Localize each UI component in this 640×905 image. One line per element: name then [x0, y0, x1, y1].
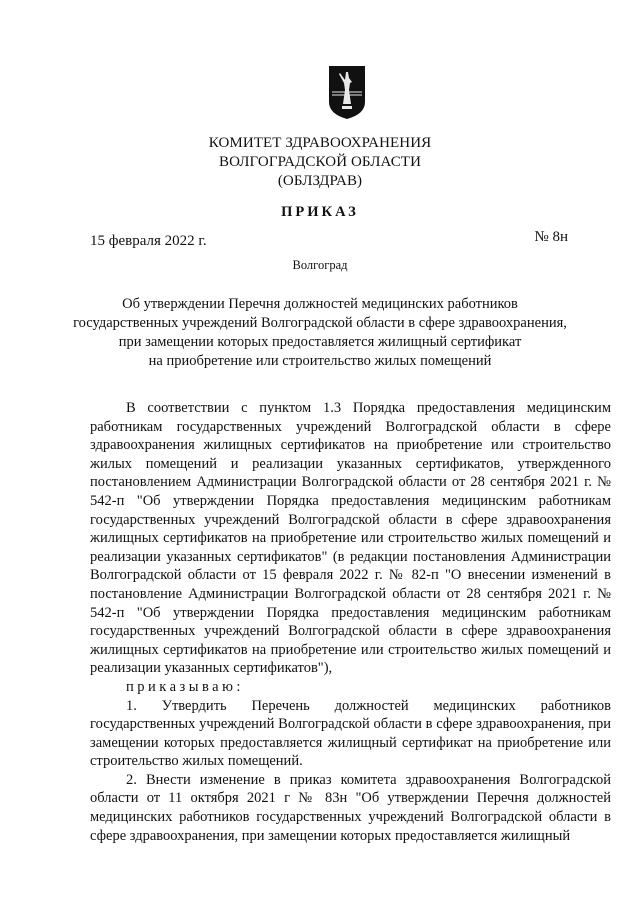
- organization-name: [0, 134, 640, 191]
- subject-line-2: государственных учреждений Волгоградской области в сфере здравоохранения,: [73, 315, 567, 331]
- document-date: 15 февраля 2022 г.: [90, 233, 207, 249]
- item-1-paragraph: 1. Утвердить Перечень должностей медицинских работников государственных учреждений Волгоградской области в сфере здравоохранения, при замещении которых предоставляется жилищный сертификат на приобретение или строительство жилых помещений.: [90, 697, 611, 770]
- org-line-3: (ОБЛЗДРАВ): [277, 173, 363, 189]
- preamble-paragraph: В соответствии с пунктом 1.3 Порядка предоставления медицинским работникам государственных учреждений Волгоградской области в сфере здравоохранения жилищных сертификатов на приобретение или строительство жилых помещений и реализации указанных сертификатов, утвержденного постановлением Администрации Волгоградской области от 28 сентября 2021 г. № 542-п "Об утверждении Порядка предоставления медицинским работникам государственных учреждений Волгоградской области в сфере здравоохранения жилищных сертификатов на приобретение или строительство жилых помещений и реализации указанных сертификатов" (в редакции постановления Администрации Волгоградской области от 15 февраля 2022 г. № 82-п "О внесении изменений в постановление Администрации Волгоградской области от 28 сентября 2021 г. № 542-п "Об утверждении Порядка предоставления медицинским работникам государственных учреждений Волгоградской области в сфере здравоохранения жилищных сертификатов на приобретение или строительство жилых помещений и реализации указанных сертификатов"),: [90, 400, 611, 677]
- org-line-1: КОМИТЕТ ЗДРАВООХРАНЕНИЯ: [208, 135, 432, 151]
- document-body: [90, 399, 611, 845]
- volgograd-coat-of-arms-icon: [327, 64, 367, 120]
- subject-line-3: при замещении которых предоставляется жилищный сертификат: [118, 334, 522, 350]
- document-type-title: ПРИКАЗ: [281, 204, 359, 220]
- item-2-paragraph: 2. Внести изменение в приказ комитета здравоохранения Волгоградской области от 11 октября 2021 г № 83н "Об утверждении Перечня должностей медицинских работников государственных учреждений Волгоградской области в сфере здравоохранения, при замещении которых предоставляется жилищный: [90, 771, 611, 844]
- document-number: № 8н: [534, 229, 568, 245]
- document-city: Волгоград: [292, 258, 348, 272]
- org-line-2: ВОЛГОГРАДСКОЙ ОБЛАСТИ: [218, 154, 422, 170]
- order-word: приказываю:: [126, 678, 244, 695]
- document-subject: [0, 295, 640, 371]
- subject-line-4: на приобретение или строительство жилых помещений: [148, 353, 492, 369]
- subject-line-1: Об утверждении Перечня должностей медицинских работников: [122, 296, 518, 312]
